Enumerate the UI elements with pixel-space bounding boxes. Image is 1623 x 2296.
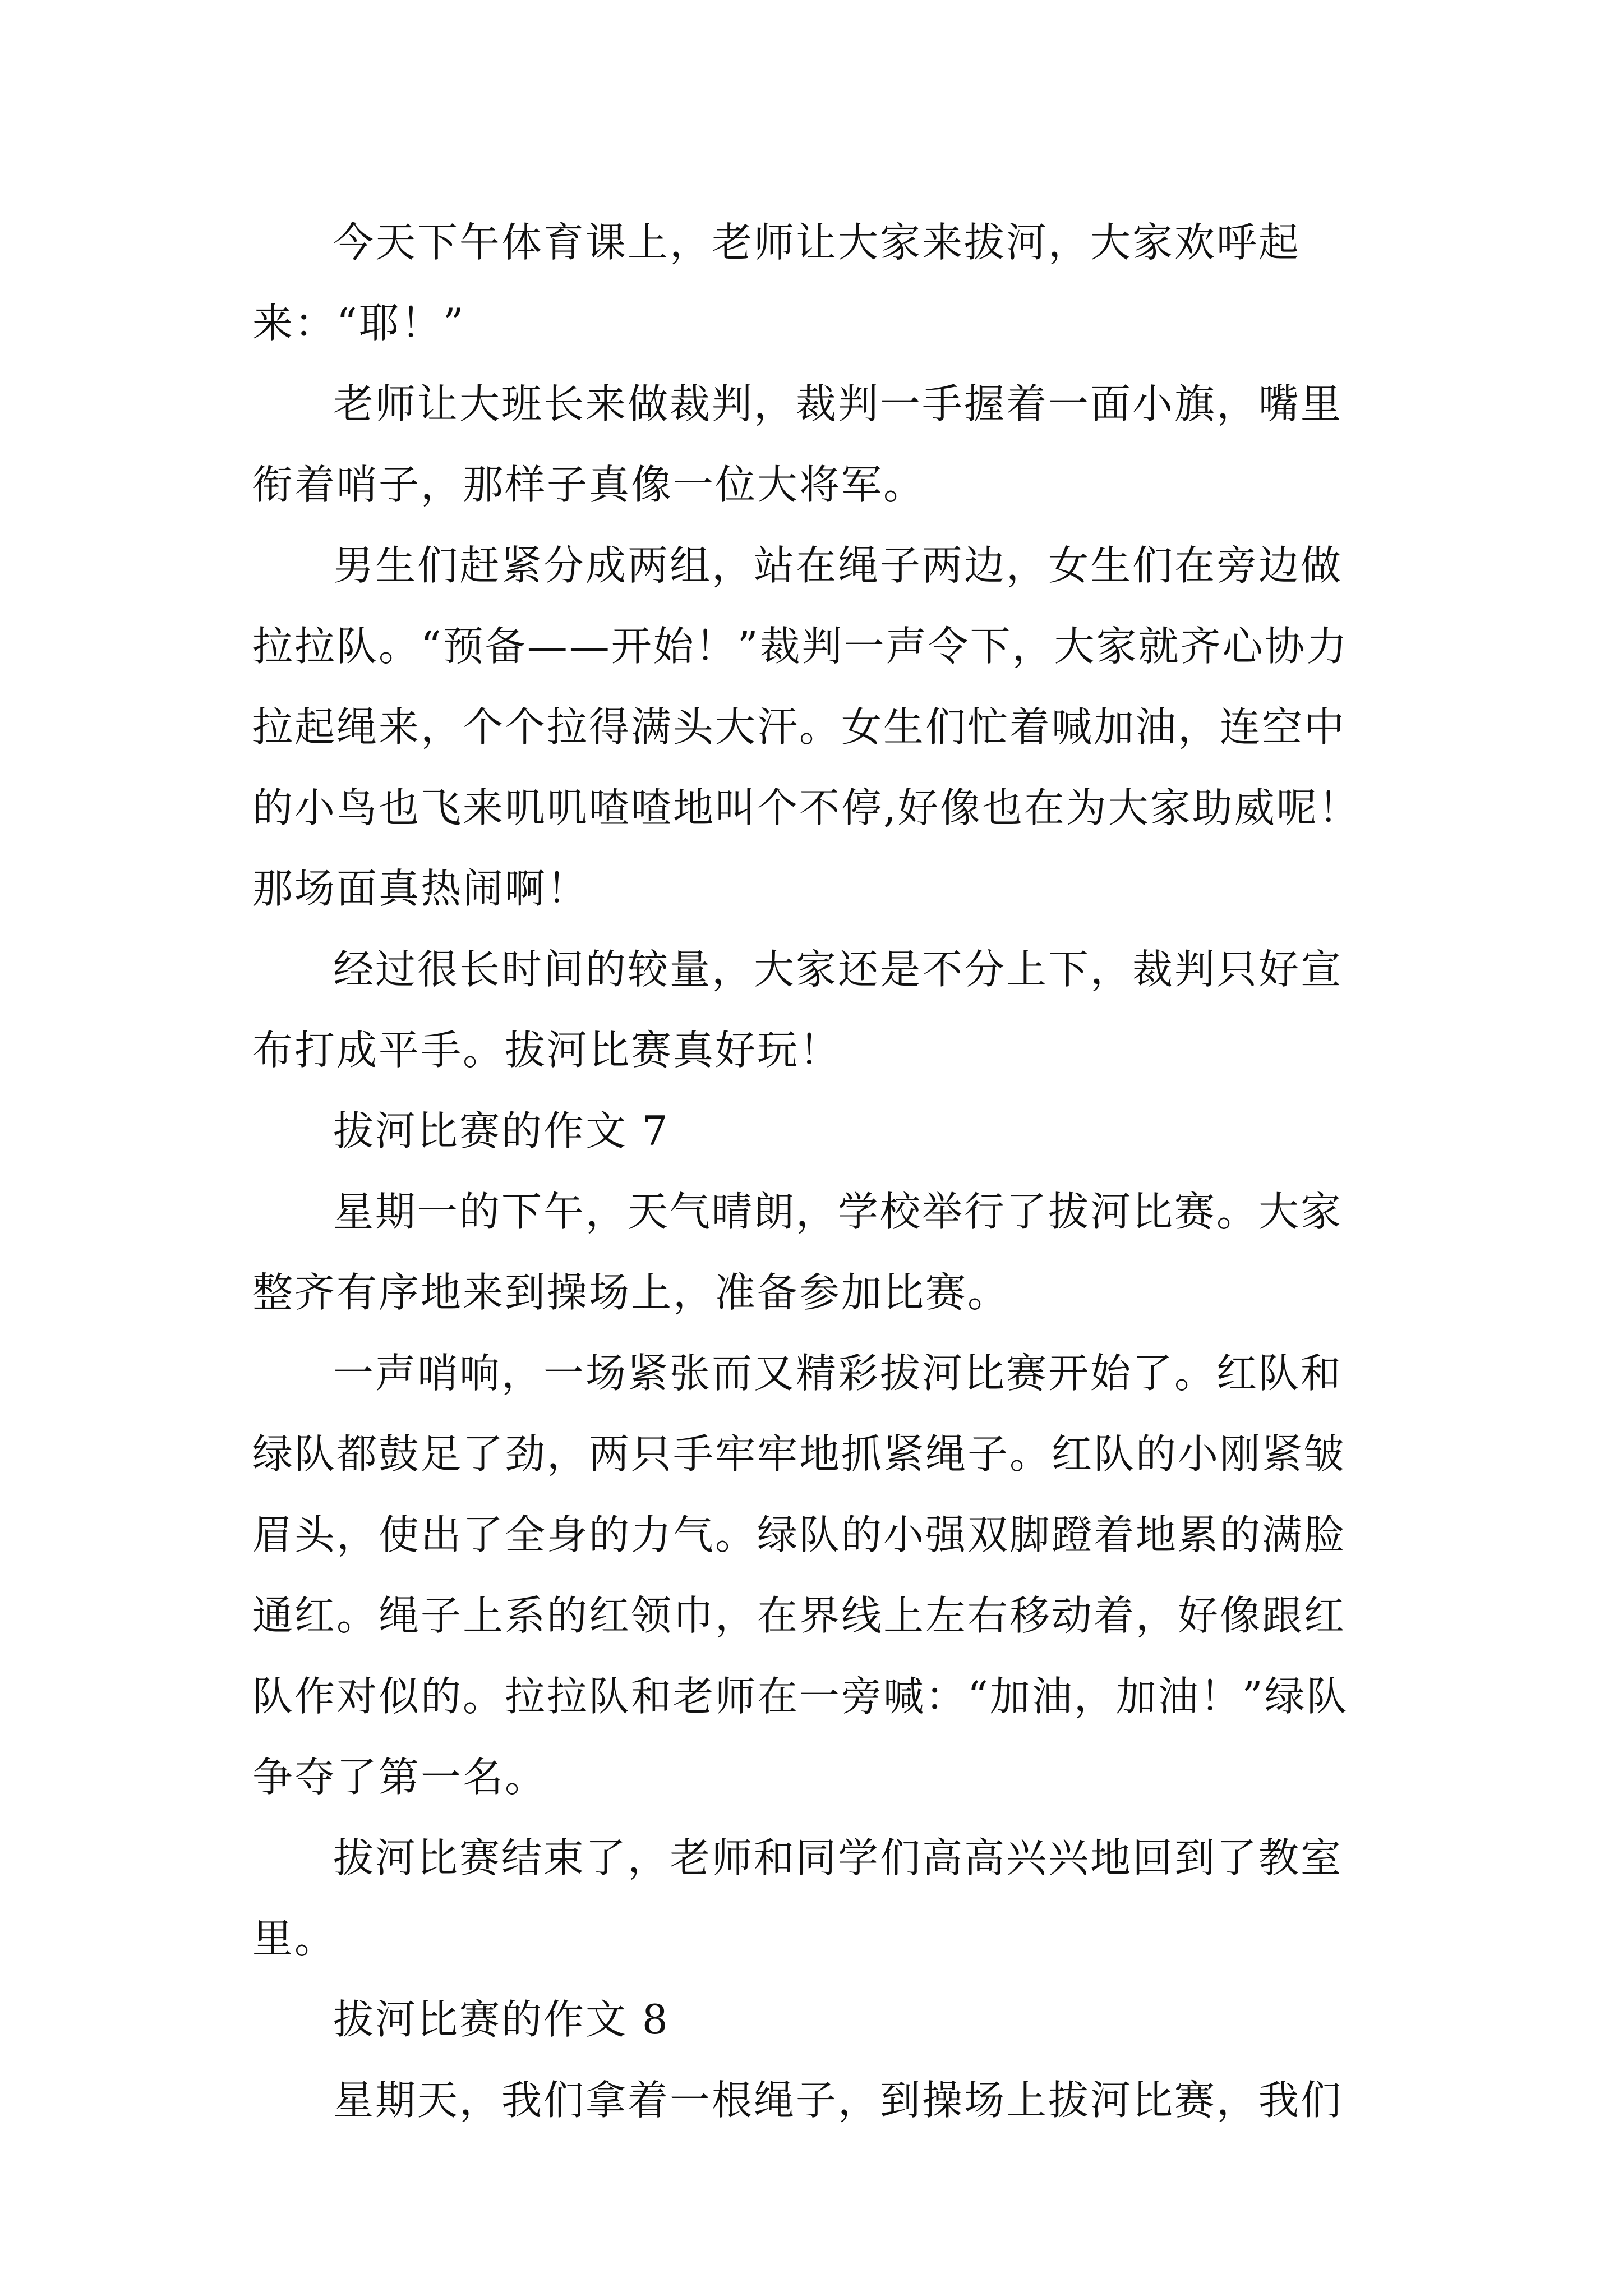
paragraph: 拔河比赛结束了，老师和同学们高高兴兴地回到了教室里。 xyxy=(252,1834,1343,1962)
section-heading: 拔河比赛的作文 8 xyxy=(333,1996,670,2043)
document-body xyxy=(252,202,1380,2141)
paragraph: 星期一的下午，天气晴朗，学校举行了拔河比赛。大家整齐有序地来到操场上，准备参加比赛。 xyxy=(252,1188,1343,1316)
paragraph: 今天下午体育课上，老师让大家来拔河，大家欢呼起来：“耶！” xyxy=(252,219,1301,347)
paragraph: 老师让大班长来做裁判，裁判一手握着一面小旗，嘴里衔着哨子，那样子真像一位大将军。 xyxy=(252,380,1343,508)
paragraph: 星期天，我们拿着一根绳子，到操场上拔河比赛，我们 xyxy=(333,2077,1343,2124)
paragraph: 经过很长时间的较量，大家还是不分上下，裁判只好宣布打成平手。拔河比赛真好玩！ xyxy=(252,946,1343,1074)
paragraph: 男生们赶紧分成两组，站在绳子两边，女生们在旁边做拉拉队。“预备——开始！”裁判一声令下，大家就齐心协力拉起绳来，个个拉得满头大汗。女生们忙着喊加油，连空中的小鸟也飞来叽叽喳喳地叫个不停,好像也在为大家助威呢！那场面真热闹啊！ xyxy=(252,542,1361,912)
section-heading: 拔河比赛的作文 7 xyxy=(333,1107,670,1154)
paragraph: 一声哨响，一场紧张而又精彩拔河比赛开始了。红队和绿队都鼓足了劲，两只手牢牢地抓紧绳子。红队的小刚紧皱眉头，使出了全身的力气。绿队的小强双脚蹬着地累的满脸通红。绳子上系的红领巾，在界线上左右移动着，好像跟红队作对似的。拉拉队和老师在一旁喊：“加油，加油！”绿队争夺了第一名。 xyxy=(252,1350,1349,1801)
